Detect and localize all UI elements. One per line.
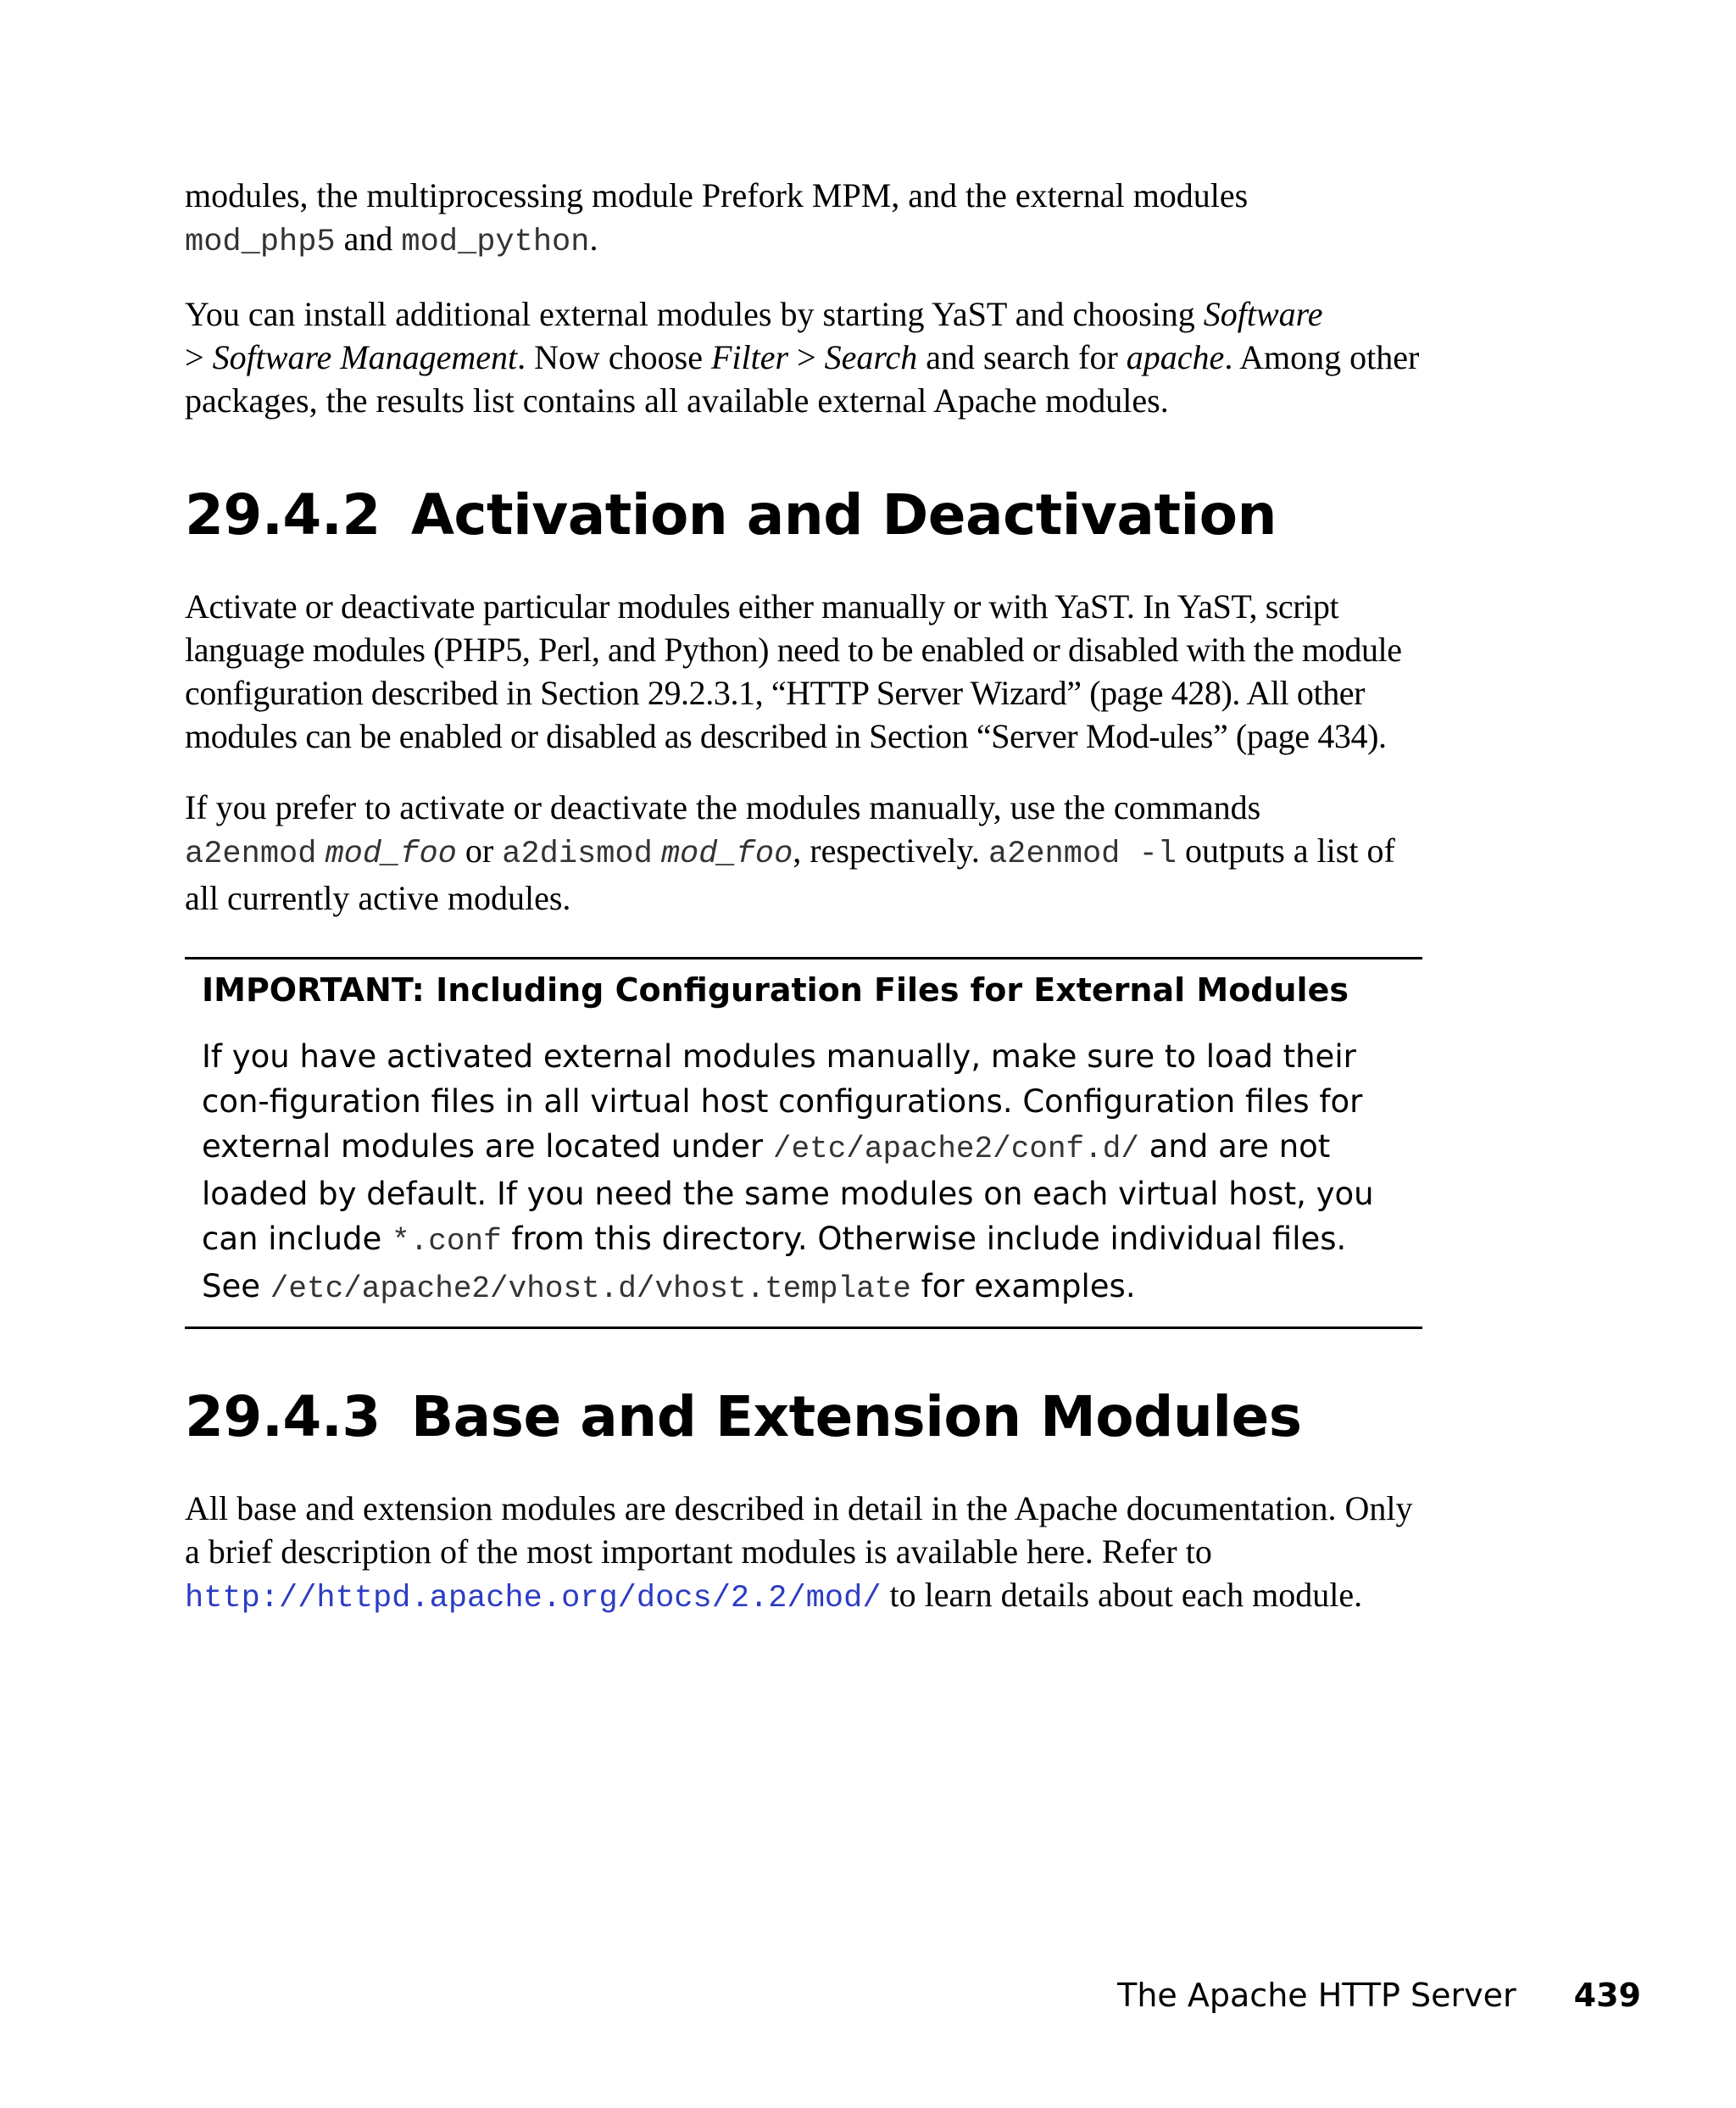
text: . Now choose bbox=[517, 338, 711, 376]
important-callout bbox=[185, 957, 1422, 1329]
running-footer-title: The Apache HTTP Server bbox=[1117, 1977, 1516, 2014]
section-title: Activation and Deactivation bbox=[410, 482, 1277, 548]
code-mod-python: mod_python bbox=[401, 225, 590, 260]
search-term-apache: apache bbox=[1126, 338, 1225, 376]
text: to learn details about each module. bbox=[881, 1576, 1363, 1614]
text: and search for bbox=[917, 338, 1127, 376]
menu-term-filter: Filter bbox=[711, 338, 789, 376]
text: All base and extension modules are described in detail in the Apache documentation. Only a brief description of the most important modules is available here. Refer to bbox=[185, 1489, 1413, 1571]
page-content bbox=[185, 174, 1422, 1621]
page-footer bbox=[1117, 1975, 1641, 2016]
paragraph-install-modules bbox=[185, 292, 1422, 422]
text: and bbox=[335, 220, 402, 258]
code-mod-php5: mod_php5 bbox=[185, 225, 336, 260]
paragraph-manual-activation bbox=[185, 786, 1422, 920]
text: outputs a list of all currently active modules. bbox=[185, 832, 1395, 917]
section-title: Base and Extension Modules bbox=[410, 1384, 1302, 1449]
text: modules, the multiprocessing module Prefork MPM, and the external modules bbox=[185, 176, 1249, 214]
code-a2dismod: a2dismod bbox=[502, 837, 653, 872]
code-mod-foo: mod_foo bbox=[325, 837, 457, 872]
paragraph-base-modules bbox=[185, 1487, 1422, 1621]
section-number: 29.4.2 bbox=[185, 482, 381, 548]
callout-body bbox=[202, 1034, 1405, 1311]
text: If you prefer to activate or deactivate the modules manually, use the commands bbox=[185, 788, 1261, 826]
paragraph-modules-intro bbox=[185, 174, 1422, 264]
menu-term-software-management: Software Management bbox=[212, 338, 518, 376]
section-heading-activation bbox=[185, 481, 1422, 549]
code-a2enmod-l: a2enmod -l bbox=[988, 837, 1177, 872]
text: . bbox=[589, 220, 598, 258]
text: > bbox=[788, 338, 825, 376]
text: You can install additional external modules by starting YaST and choosing bbox=[185, 295, 1204, 333]
callout-title: IMPORTANT: Including Configuration Files for External Modules bbox=[202, 971, 1349, 1009]
text: for examples. bbox=[910, 1268, 1136, 1304]
paragraph-activate-yast: Activate or deactivate particular modules either manually or with YaST. In YaST, script language modules (PHP5, Perl, and Python) need to be enabled or disabled with the module configuration described in Section 29.2.3.1, “HTTP Server Wizard” (page 428). All other modules can be enabled or disabled as described in Section “Server Mod-ules” (page 434). bbox=[185, 587, 1402, 755]
apache-docs-link[interactable]: http://httpd.apache.org/docs/2.2/mod/ bbox=[185, 1581, 882, 1616]
section-number: 29.4.3 bbox=[185, 1384, 381, 1449]
text: from this directory. Otherwise include individual files. See bbox=[202, 1221, 1347, 1304]
menu-term-search: Search bbox=[824, 338, 918, 376]
text: and are not loaded by default. If you need the same modules on each virtual host, you can include bbox=[202, 1128, 1374, 1257]
code-a2enmod: a2enmod bbox=[185, 837, 317, 872]
section-heading-base-extension bbox=[185, 1383, 1422, 1451]
code-conf-d-path: /etc/apache2/conf.d/ bbox=[772, 1132, 1139, 1166]
menu-term-software: Software bbox=[1203, 295, 1323, 333]
text: , respectively. bbox=[793, 832, 988, 870]
code-conf-glob: *.conf bbox=[392, 1224, 502, 1259]
page-number: 439 bbox=[1573, 1977, 1641, 2014]
code-mod-foo: mod_foo bbox=[660, 837, 793, 872]
text: . Among other packages, the results list contains all available external Apache modules. bbox=[185, 338, 1420, 420]
text: If you have activated external modules manually, make sure to load their con-figuration files in all virtual host configurations. Configuration files for external modules are located under bbox=[202, 1038, 1363, 1165]
code-vhost-template-path: /etc/apache2/vhost.d/vhost.template bbox=[270, 1271, 911, 1306]
text: or bbox=[456, 832, 503, 870]
text: > bbox=[185, 338, 213, 376]
